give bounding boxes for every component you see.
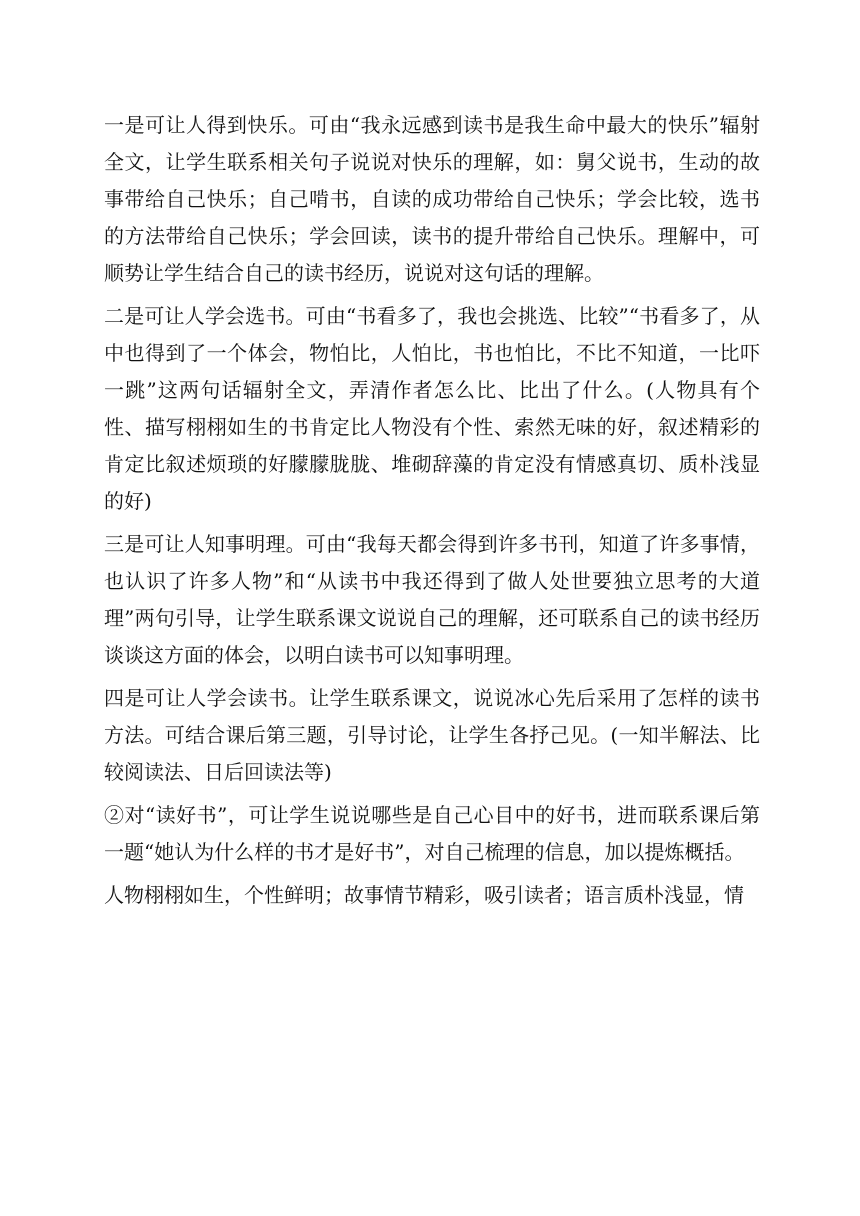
paragraph-good-book-traits: 人物栩栩如生，个性鲜明；故事情节精彩，吸引读者；语言质朴浅显，情 xyxy=(104,883,744,907)
paragraph-joy: 一是可让人得到快乐。可由“我永远感到读书是我生命中最大的快乐”辐射全文，让学生联系相关句子说说对快乐的理解，如：舅父说书，生动的故事带给自己快乐；自己啃书，自读的成功带给自己快乐；学会比较，选书的方法带给自己快乐；学会回读，读书的提升带给自己快乐。理解中，可顺势让学生结合自己的读书经历，说说对这句话的理解。 xyxy=(104,113,760,285)
paragraph-knowledge: 三是可让人知事明理。可由“我每天都会得到许多书刊，知道了许多事情，也认识了许多人物”和“从读书中我还得到了做人处世要独立思考的大道理”两句引导，让学生联系课文说说自己的理解，还可联系自己的读书经历谈谈这方面的体会，以明白读书可以知事明理。 xyxy=(104,532,760,667)
paragraph-choose-books: 二是可让人学会选书。可由“书看多了，我也会挑选、比较”“书看多了，从中也得到了一个体会，物怕比，人怕比，书也怕比，不比不知道，一比吓一跳”这两句话辐射全文，弄清作者怎么比、比出了什么。(人物具有个性、描写栩栩如生的书肯定比人物没有个性、索然无味的好，叙述精彩的肯定比叙述烦琐的好朦朦胧胧、堆砌辞藻的肯定没有情感真切、质朴浅显的好) xyxy=(104,304,760,513)
paragraph-good-books: ②对“读好书”，可让学生说说哪些是自己心目中的好书，进而联系课后第一题“她认为什么样的书才是好书”，对自己梳理的信息，加以提炼概括。 xyxy=(104,803,760,864)
document-body xyxy=(104,107,760,920)
paragraph-reading-methods: 四是可让人学会读书。让学生联系课文，说说冰心先后采用了怎样的读书方法。可结合课后第三题，引导讨论，让学生各抒己见。(一知半解法、比较阅读法、日后回读法等) xyxy=(104,686,760,784)
